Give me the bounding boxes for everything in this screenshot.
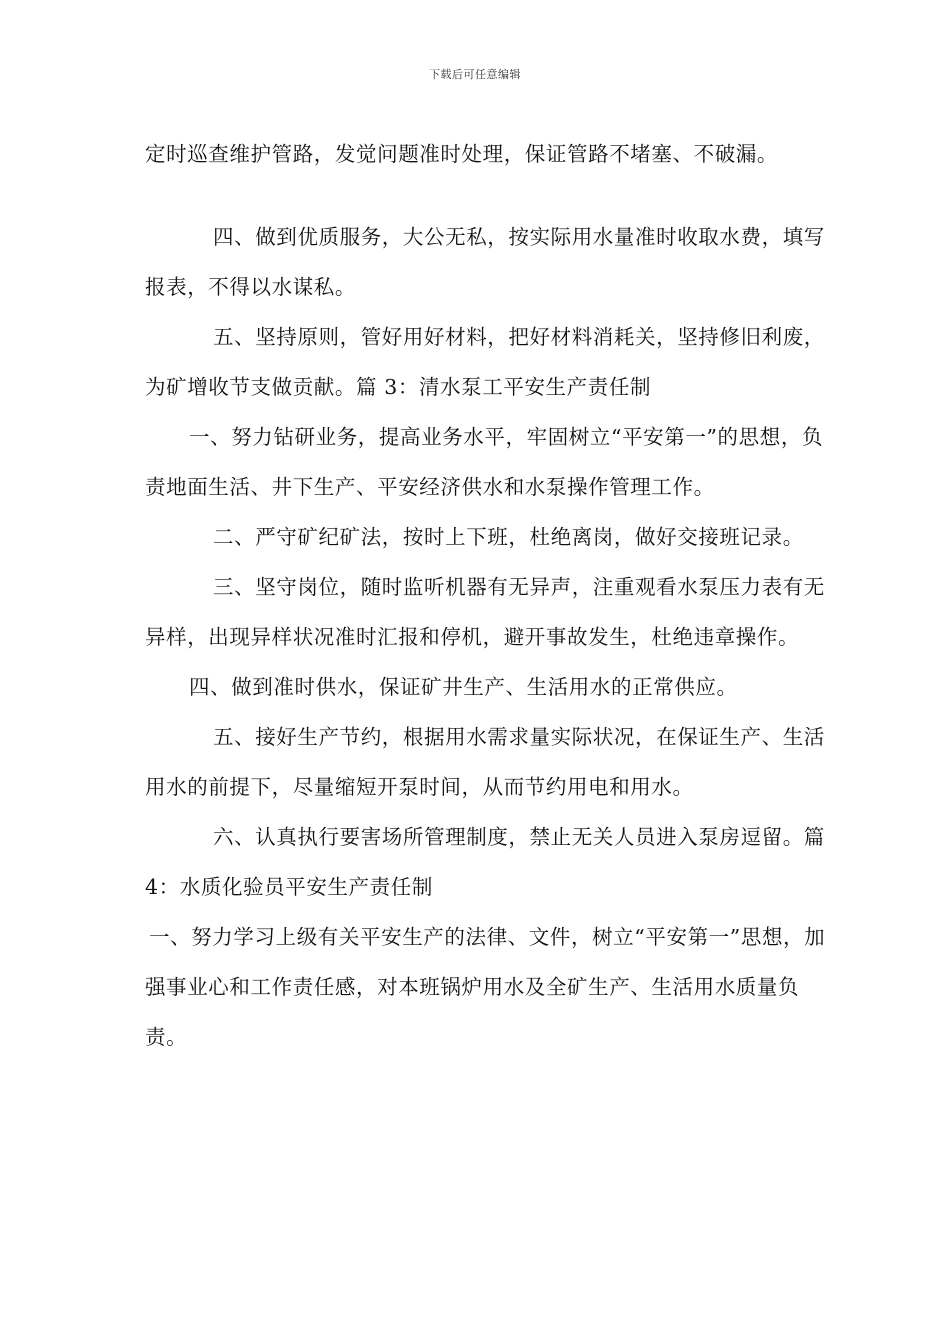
- paragraph-stay-on-post: 三、坚守岗位，随时监听机器有无异声，注重观看水泵压力表有无异样，出现异样状况准时汇报和停机，避开事故发生，杜绝违章操作。: [145, 575, 825, 649]
- paragraph-save-production: 五、接好生产节约，根据用水需求量实际状况，在保证生产、生活用水的前提下，尽量缩短开泵时间，从而节约用电和用水。: [145, 725, 825, 799]
- paragraph-materials-principle: 五、坚持原则，管好用好材料，把好材料消耗关，坚持修旧利废，为矿增收节支做贡献。篇 3：清水泵工平安生产责任制: [145, 325, 825, 399]
- paragraph-critical-site-management: 六、认真执行要害场所管理制度，禁止无关人员进入泵房逗留。篇 4：水质化验员平安生产责任制: [145, 825, 825, 899]
- paragraph-study-business: 一、努力钻研业务，提高业务水平，牢固树立“平安第一”的思想，负责地面生活、井下生产、平安经济供水和水泵操作管理工作。: [145, 425, 824, 499]
- paragraph-quality-service: 四、做到优质服务，大公无私，按实际用水量准时收取水费，填写报表，不得以水谋私。: [145, 225, 825, 299]
- page-header-caption: 下载后可任意编辑: [429, 68, 521, 81]
- paragraph-study-regulations: 一、努力学习上级有关平安生产的法律、文件，树立“平安第一”思想，加强事业心和工作责任感，对本班锅炉用水及全矿生产、生活用水质量负责。: [145, 925, 826, 1049]
- paragraph-water-supply: 四、做到准时供水，保证矿井生产、生活用水的正常供应。: [189, 675, 738, 699]
- paragraph-pipeline-maintenance: 定时巡查维护管路，发觉问题准时处理，保证管路不堵塞、不破漏。: [145, 142, 778, 166]
- document-body: [145, 129, 835, 1062]
- paragraph-discipline: 二、严守矿纪矿法，按时上下班，杜绝离岗，做好交接班记录。: [213, 525, 804, 549]
